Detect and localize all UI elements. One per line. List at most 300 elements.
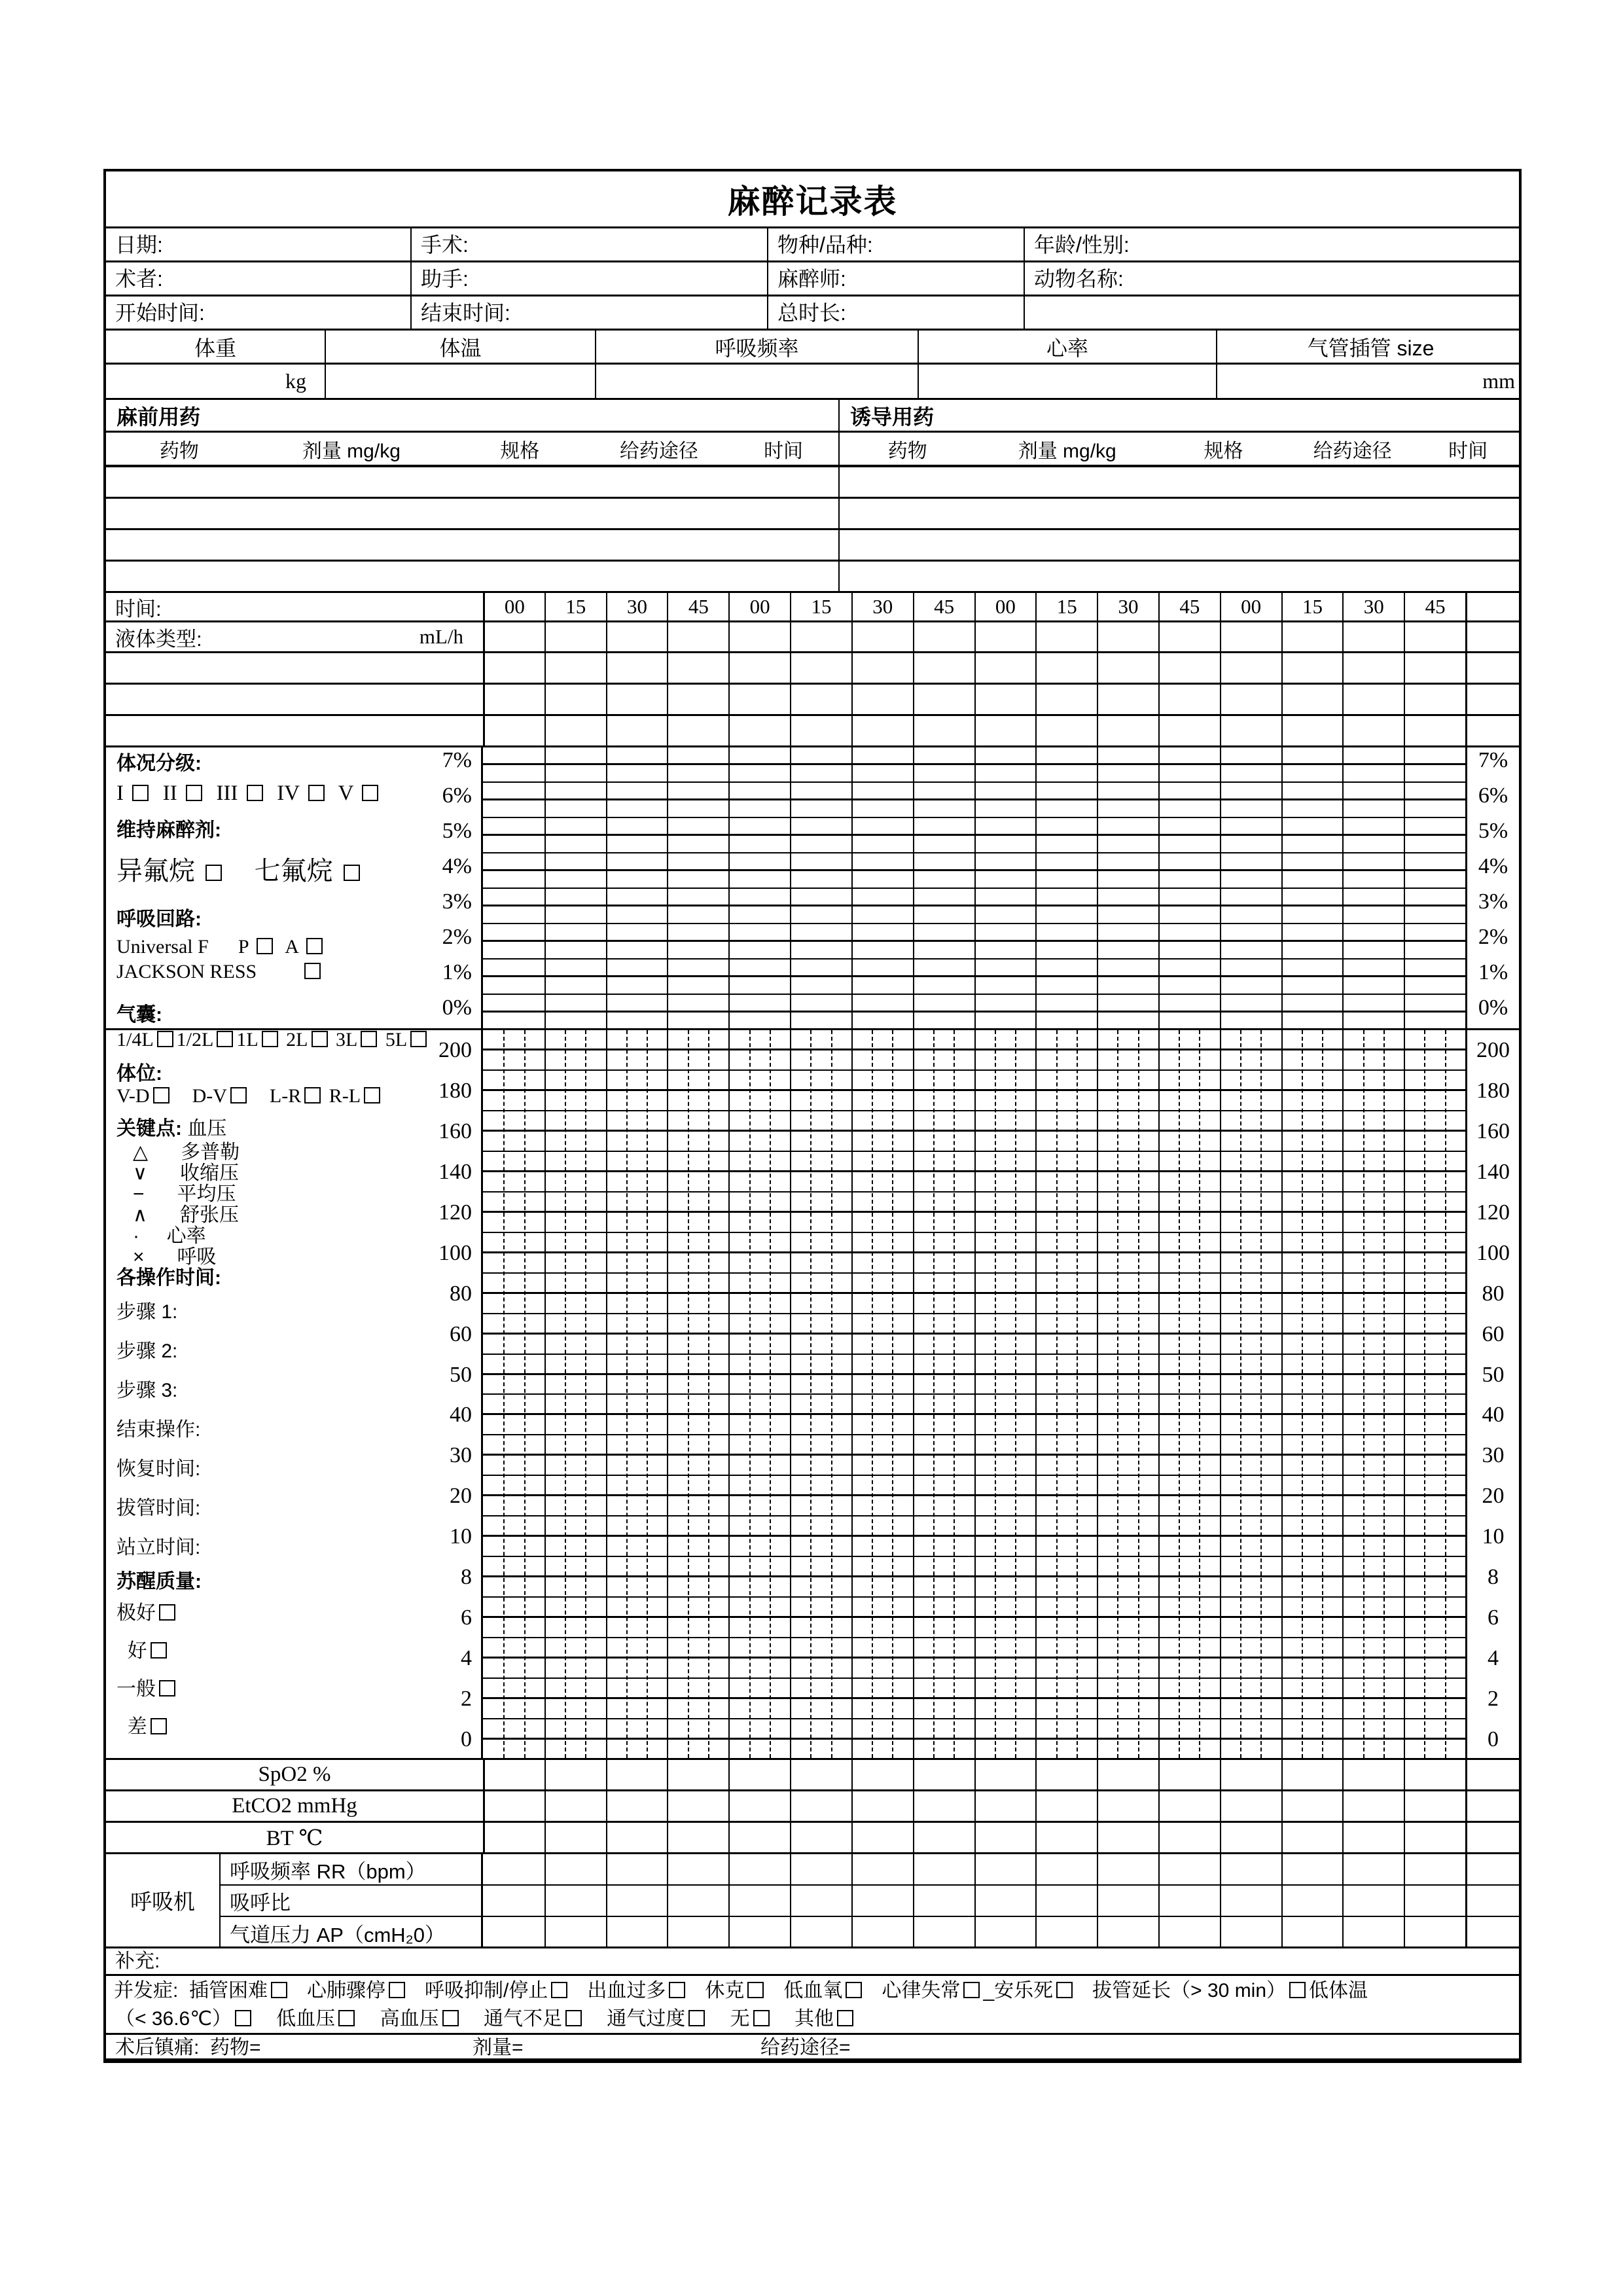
grid-cell[interactable] [1158,1917,1220,1948]
sidebar-item[interactable]: 异氟烷 七氟烷 [106,856,478,886]
grid-cell[interactable] [606,1760,668,1789]
grid-cell[interactable] [728,1854,790,1884]
grid-cell[interactable] [1158,1791,1220,1821]
info-label: 物种/品种: [777,232,873,257]
grid-cell[interactable] [1220,1917,1281,1948]
checkbox[interactable] [257,938,273,954]
grid-cell[interactable] [483,685,544,714]
checkbox[interactable] [338,2010,355,2026]
pct-grid-col-line [544,747,546,1028]
grid-cell[interactable] [1158,1854,1220,1884]
grid-cell[interactable] [1404,1917,1465,1948]
grid-cell[interactable] [1281,1791,1343,1821]
grid-cell[interactable] [483,1791,544,1821]
drug-entry-row[interactable] [106,499,1519,530]
grid-cell[interactable] [1220,1886,1281,1916]
grid-cell[interactable] [974,1917,1036,1948]
grid-cell[interactable] [544,1886,606,1916]
checkbox[interactable] [837,2010,853,2026]
info-field[interactable] [1024,262,1522,295]
grid-cell[interactable] [1465,685,1519,714]
ventilator-sublabel: 呼吸频率 RR（bpm） [230,1859,426,1883]
info-field[interactable] [410,262,767,295]
grid-cell[interactable] [1281,653,1343,683]
info-field[interactable] [1024,228,1522,260]
vitals-value-field[interactable] [595,365,918,398]
grid-cell[interactable] [1035,685,1097,714]
grid-cell[interactable] [1465,1823,1519,1852]
grid-cell[interactable] [606,1791,668,1821]
grid-cell[interactable] [606,1886,668,1916]
checkbox[interactable] [205,865,222,881]
grid-cell[interactable] [606,1854,668,1884]
grid-cell[interactable] [1465,1854,1519,1884]
grid-cell[interactable] [483,1760,544,1789]
grid-cell[interactable] [913,1823,974,1852]
grid-cell[interactable] [790,1760,851,1789]
grid-cell[interactable] [1281,622,1343,651]
sidebar-item[interactable]: V-D D-V L-R R-L [106,1085,478,1108]
grid-cell[interactable] [1220,685,1281,714]
grid-cell[interactable] [544,1854,606,1884]
complications-line-2[interactable]: （< 36.6℃） 低血压 高血压 通气不足 通气过度 无 其他 [115,2006,1516,2035]
grid-cell[interactable] [1465,1917,1519,1948]
grid-cell[interactable] [1097,653,1158,683]
checkbox[interactable] [159,1680,175,1696]
grid-cell[interactable] [1342,1760,1404,1789]
grid-cell[interactable] [1097,1917,1158,1948]
checkbox[interactable] [389,1982,405,1998]
grid-cell[interactable] [1404,716,1465,745]
vitals-chart-right-axis [1465,1030,1519,1758]
grid-cell[interactable] [667,1760,728,1789]
grid-cell[interactable] [1097,622,1158,651]
checkbox[interactable] [846,1982,862,1998]
grid-cell[interactable] [790,1886,851,1916]
grid-cell[interactable] [606,716,668,745]
grid-cell[interactable] [606,653,668,683]
fluid-label-cell[interactable] [106,622,483,651]
grid-cell[interactable] [1158,1823,1220,1852]
grid-cell[interactable] [1158,716,1220,745]
grid-cell[interactable] [1035,1791,1097,1821]
pct-axis-label-left: 3% [442,889,472,914]
checkbox[interactable] [186,785,202,801]
grid-cell[interactable] [1404,622,1465,651]
grid-cell[interactable] [790,1791,851,1821]
drug-columns-half [106,433,838,465]
checkbox[interactable] [364,1087,380,1103]
pct-axis-label-right: 1% [1478,960,1508,984]
grid-cell[interactable] [1404,1791,1465,1821]
grid-cell[interactable] [1097,1791,1158,1821]
grid-cell[interactable] [483,653,544,683]
grid-cell[interactable] [667,716,728,745]
vitals-axis-label-right: 20 [1482,1484,1505,1509]
checkbox[interactable] [1289,1982,1306,1998]
grid-cell[interactable] [1465,716,1519,745]
grid-cell[interactable] [1281,716,1343,745]
vitals-axis-label-left: 80 [450,1281,472,1306]
checkbox[interactable] [442,2010,459,2026]
checkbox[interactable] [551,1982,567,1998]
grid-cell[interactable] [913,1791,974,1821]
grid-cell[interactable] [974,1760,1036,1789]
grid-cell[interactable] [1035,1854,1097,1884]
grid-cell[interactable] [790,685,851,714]
grid-cell[interactable] [1465,622,1519,651]
grid-cell[interactable] [790,716,851,745]
inhalant-percent-chart-grid[interactable] [483,747,1465,1028]
monitor-label-cell [106,1791,483,1821]
time-slot-label: 15 [1056,595,1077,618]
grid-cell[interactable] [667,1823,728,1852]
drug-column-header: 给药途径 [619,440,698,462]
grid-cell[interactable] [1342,716,1404,745]
grid-cell[interactable] [1220,716,1281,745]
checkbox[interactable] [151,1642,167,1659]
grid-cell[interactable] [1158,1886,1220,1916]
checkbox[interactable] [1056,1982,1073,1998]
grid-cell[interactable] [913,1854,974,1884]
grid-cell[interactable] [851,1917,913,1948]
grid-cell[interactable] [1158,685,1220,714]
grid-cell[interactable] [544,1823,606,1852]
grid-cell[interactable] [851,653,913,683]
grid-cell[interactable] [544,622,606,651]
grid-cell[interactable] [483,1917,544,1948]
sidebar-item: ∨ 收缩压 [116,1162,239,1184]
grid-cell[interactable] [1097,1854,1158,1884]
grid-cell[interactable] [913,1886,974,1916]
grid-cell[interactable] [544,1917,606,1948]
grid-cell[interactable] [667,1886,728,1916]
grid-cell[interactable] [606,685,668,714]
grid-cell[interactable] [1281,1886,1343,1916]
grid-cell[interactable] [851,1791,913,1821]
vitals-header-label: 气管插管 size [1307,336,1435,360]
grid-cell[interactable] [790,653,851,683]
sidebar-item[interactable]: 1/4L 1/2L 1L 2L 3L 5L [106,1029,478,1052]
grid-cell[interactable] [728,1823,790,1852]
grid-cell[interactable] [1342,1791,1404,1821]
grid-cell[interactable] [1035,716,1097,745]
checkbox[interactable] [159,1604,175,1621]
complications-line-1[interactable]: 并发症: 插管困难 心肺骤停 呼吸抑制/停止 出血过多 休克 低血氧 心律失常 _安乐死 拔管延长（> 30 min） 低体温 [114,1980,1368,2001]
grid-cell[interactable] [913,1760,974,1789]
grid-cell[interactable] [544,685,606,714]
grid-cell[interactable] [544,1791,606,1821]
grid-cell[interactable] [790,1917,851,1948]
drug-entry-row[interactable] [106,467,1519,499]
grid-cell[interactable] [1404,1854,1465,1884]
checkbox[interactable] [304,1087,321,1103]
grid-cell[interactable] [1220,1791,1281,1821]
grid-cell[interactable] [1342,1917,1404,1948]
sidebar-item[interactable]: JACKSON RESS [106,961,478,984]
vitals-grid-dashed-line [933,1030,935,1758]
grid-cell[interactable] [1465,593,1519,620]
sidebar-item: − 平均压 [116,1183,236,1205]
checkbox[interactable] [304,963,321,979]
vitals-grid-dashed-line [1363,1030,1364,1758]
grid-cell[interactable] [1404,1760,1465,1789]
grid-cell[interactable] [851,685,913,714]
grid-cell[interactable] [1465,653,1519,683]
vitals-chart-grid[interactable] [483,1030,1465,1758]
sidebar-item[interactable]: I II III IV V [106,781,478,806]
checkbox[interactable] [217,1031,233,1047]
grid-cell[interactable] [667,1854,728,1884]
checkbox[interactable] [963,1982,980,1998]
checkbox[interactable] [308,785,325,801]
sidebar-item: 各操作时间: [116,1267,221,1289]
info-field[interactable] [767,262,1024,295]
grid-cell[interactable] [728,1791,790,1821]
grid-cell[interactable] [728,1917,790,1948]
checkbox[interactable] [344,865,360,881]
grid-cell[interactable] [1035,1823,1097,1852]
grid-cell[interactable] [913,716,974,745]
grid-cell[interactable] [974,653,1036,683]
pct-axis-label-left: 4% [442,854,472,878]
grid-cell[interactable] [667,1791,728,1821]
grid-cell[interactable] [728,1760,790,1789]
grid-cell[interactable] [851,622,913,651]
vitals-axis-label-left: 2 [461,1687,472,1712]
grid-cell[interactable] [1035,1917,1097,1948]
grid-cell[interactable] [790,622,851,651]
grid-cell[interactable] [1465,1886,1519,1916]
info-field[interactable] [767,296,1024,329]
vitals-axis-label-left: 160 [438,1119,472,1143]
sidebar-item[interactable]: 好 [106,1640,478,1663]
vitals-axis-label-left: 200 [438,1037,472,1062]
grid-cell[interactable] [1035,1760,1097,1789]
sidebar-item: 站立时间: [116,1537,201,1558]
info-field[interactable] [1024,296,1522,329]
grid-cell[interactable] [728,716,790,745]
grid-cell[interactable] [1342,1854,1404,1884]
ventilator-sublabels [221,1854,483,1946]
checkbox[interactable] [410,1031,427,1047]
grid-cell[interactable] [1097,1823,1158,1852]
vitals-value-field[interactable] [918,365,1216,398]
grid-cell[interactable] [1281,1854,1343,1884]
grid-cell[interactable] [974,1791,1036,1821]
sidebar-item[interactable]: 一般 [106,1678,478,1701]
postop-analgesia-row[interactable] [106,2035,1519,2060]
premed-section [106,400,838,431]
grid-cell[interactable] [1220,1854,1281,1884]
monitor-label-cell [106,1760,483,1789]
fluid-row [106,622,1519,653]
grid-cell[interactable] [483,1886,544,1916]
grid-cell[interactable] [483,622,544,651]
grid-cell[interactable] [1220,622,1281,651]
sidebar-item[interactable]: 差 [106,1716,478,1739]
info-field[interactable] [767,228,1024,260]
checkbox[interactable] [565,2010,582,2026]
monitor-label: BT ℃ [266,1826,323,1850]
grid-cell[interactable] [1158,653,1220,683]
grid-cell[interactable] [728,622,790,651]
info-field[interactable] [410,228,767,260]
grid-cell[interactable] [1404,653,1465,683]
checkbox[interactable] [132,785,149,801]
grid-cell[interactable] [1281,685,1343,714]
drug-entry-row[interactable] [106,562,1519,593]
grid-cell[interactable] [667,622,728,651]
grid-cell[interactable] [1220,653,1281,683]
grid-cell[interactable] [913,622,974,651]
info-label: 年龄/性别: [1034,232,1130,257]
grid-cell[interactable] [1465,1760,1519,1789]
checkbox[interactable] [688,2010,705,2026]
info-field[interactable] [106,228,410,260]
checkbox[interactable] [151,1718,167,1734]
checkbox[interactable] [361,1031,377,1047]
vitals-header-label: 呼吸频率 [715,336,799,360]
monitor-label-cell [106,1823,483,1852]
grid-cell[interactable] [974,685,1036,714]
grid-cell[interactable] [483,716,544,745]
checkbox[interactable] [157,1031,173,1047]
grid-cell[interactable] [1404,1823,1465,1852]
grid-cell[interactable] [667,685,728,714]
grid-cell[interactable] [974,1854,1036,1884]
grid-cell[interactable] [606,622,668,651]
sidebar-item: △ 多普勒 [116,1141,240,1163]
vitals-grid-dashed-line [1240,1030,1241,1758]
grid-cell[interactable] [913,653,974,683]
grid-cell[interactable] [1465,1791,1519,1821]
grid-cell[interactable] [728,685,790,714]
pct-grid-col-line [1158,747,1160,1028]
grid-cell[interactable] [1220,1760,1281,1789]
checkbox[interactable] [230,1087,247,1103]
time-slot [1158,593,1220,620]
sidebar-item[interactable]: 极好 [106,1602,478,1625]
grid-cell[interactable] [974,622,1036,651]
postop-route-label: 给药途径= [760,2037,851,2058]
grid-cell[interactable] [1158,1760,1220,1789]
vitals-grid-col-line [728,1030,730,1758]
grid-cell[interactable] [1097,716,1158,745]
pct-grid-col-line [913,747,914,1028]
vitals-value-field[interactable] [325,365,595,398]
checkbox[interactable] [247,785,263,801]
grid-cell[interactable] [483,1823,544,1852]
grid-cell[interactable] [974,1823,1036,1852]
grid-cell[interactable] [667,653,728,683]
grid-cell[interactable] [913,685,974,714]
grid-cell[interactable] [1281,1760,1343,1789]
grid-cell[interactable] [667,1917,728,1948]
checkbox[interactable] [362,785,378,801]
grid-cell[interactable] [483,1854,544,1884]
pct-axis-label-right: 7% [1478,748,1508,772]
vitals-value-field[interactable] [1216,365,1522,398]
checkbox[interactable] [235,2010,251,2026]
grid-cell[interactable] [728,1886,790,1916]
drug-entry-row[interactable] [106,530,1519,562]
checkbox[interactable] [312,1031,328,1047]
checkbox[interactable] [747,1982,764,1998]
checkbox[interactable] [669,1982,685,1998]
grid-cell[interactable] [851,1854,913,1884]
grid-cell[interactable] [1220,1823,1281,1852]
grid-cell[interactable] [1097,685,1158,714]
vitals-axis-label-right: 2 [1488,1687,1499,1712]
grid-cell[interactable] [851,1760,913,1789]
info-field[interactable] [106,296,410,329]
info-field[interactable] [106,262,410,295]
grid-cell[interactable] [1158,622,1220,651]
time-slot-label: 30 [872,595,893,618]
grid-cell[interactable] [1035,622,1097,651]
pct-axis-label-left: 1% [442,960,472,984]
grid-cell[interactable] [974,716,1036,745]
grid-cell[interactable] [913,1917,974,1948]
form-title-row [106,171,1519,228]
checkbox[interactable] [306,938,323,954]
ventilator-sublabel: 吸呼比 [230,1891,291,1914]
grid-cell[interactable] [1281,1917,1343,1948]
grid-cell[interactable] [851,1823,913,1852]
grid-cell[interactable] [1404,685,1465,714]
drug-column-header: 规格 [500,440,540,462]
pct-axis-label-right: 5% [1478,819,1508,843]
vitals-header [1216,331,1522,363]
grid-cell[interactable] [1097,1886,1158,1916]
grid-cell[interactable] [1342,1823,1404,1852]
grid-cell[interactable] [851,1886,913,1916]
grid-cell[interactable] [1097,1760,1158,1789]
grid-cell[interactable] [544,716,606,745]
monitor-label: EtCO2 mmHg [232,1794,357,1818]
grid-cell[interactable] [1342,653,1404,683]
checkbox[interactable] [262,1031,278,1047]
vitals-axis-label-left: 140 [438,1159,472,1184]
grid-cell[interactable] [790,1854,851,1884]
grid-cell[interactable] [728,653,790,683]
grid-cell[interactable] [544,653,606,683]
grid-cell[interactable] [974,1886,1036,1916]
checkbox[interactable] [271,1982,287,1998]
grid-cell[interactable] [1342,622,1404,651]
grid-cell[interactable] [851,716,913,745]
grid-cell[interactable] [1035,1886,1097,1916]
grid-cell[interactable] [606,1917,668,1948]
grid-cell[interactable] [1404,1886,1465,1916]
checkbox[interactable] [153,1087,169,1103]
grid-cell[interactable] [1281,1823,1343,1852]
grid-cell[interactable] [1342,685,1404,714]
sidebar-item[interactable]: Universal F P A [106,936,478,959]
drug-columns-row [106,433,1519,467]
supplement-row[interactable] [106,1948,1519,1976]
grid-cell[interactable] [1342,1886,1404,1916]
grid-cell[interactable] [790,1823,851,1852]
checkbox[interactable] [753,2010,770,2026]
grid-cell[interactable] [544,1760,606,1789]
info-field[interactable] [410,296,767,329]
grid-cell[interactable] [606,1823,668,1852]
vitals-value-field[interactable] [106,365,325,398]
sidebar-item: 步骤 2: [116,1340,178,1362]
grid-cell[interactable] [1035,653,1097,683]
